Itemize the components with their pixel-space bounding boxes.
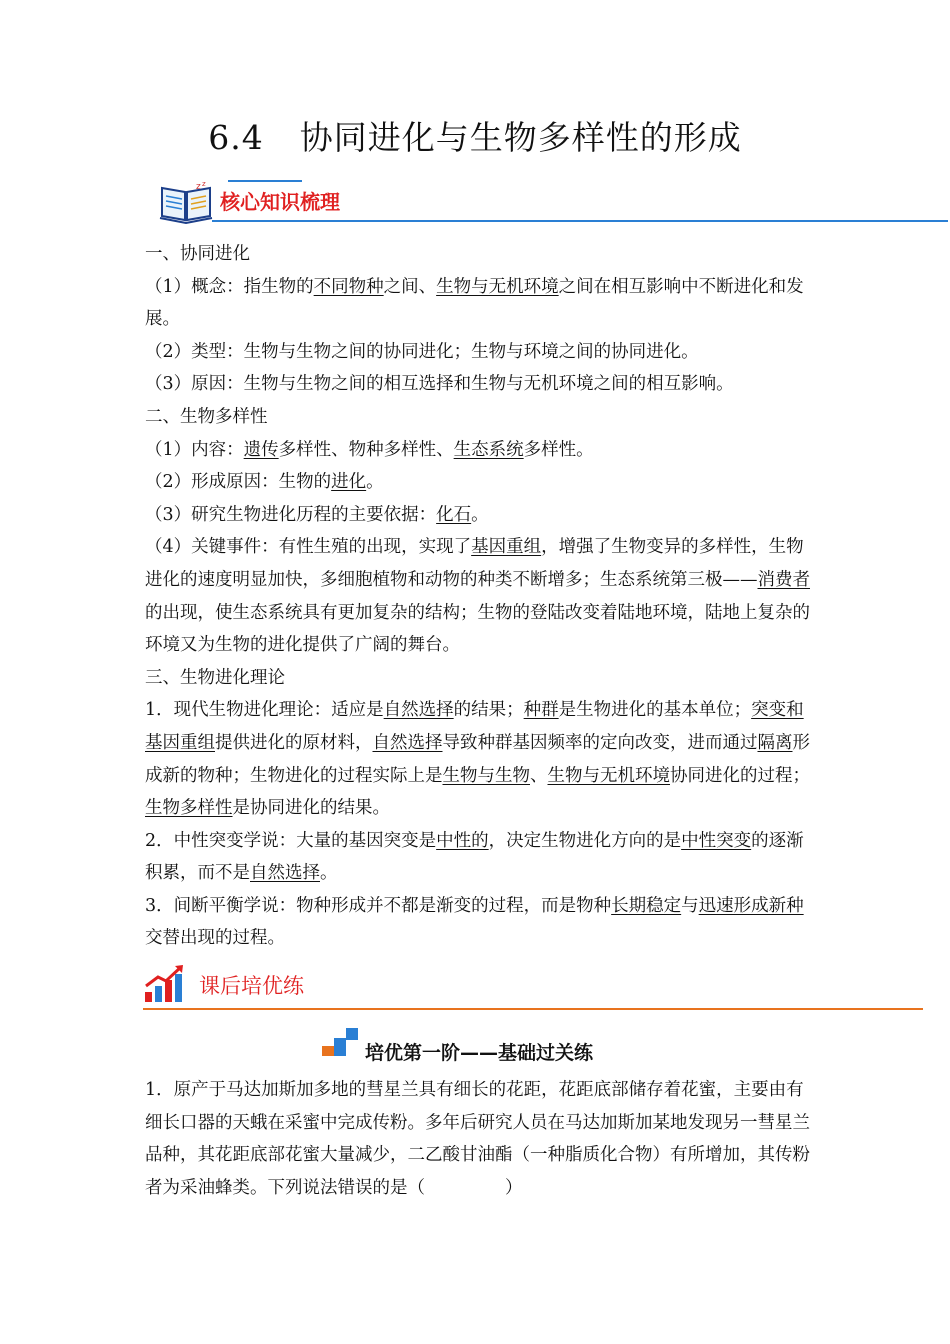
paragraph-neutral-theory: 2．中性突变学说：大量的基因突变是中性的，决定生物进化方向的是中性突变的逐渐积累，而不是自然选择。 — [145, 830, 804, 884]
heading-coevolution: 一、协同进化 — [145, 244, 250, 264]
section-number: 6.4 — [208, 118, 264, 157]
paragraph-key-events: （4）关键事件：有性生殖的出现，实现了基因重组，增强了生物变异的多样性，生物进化的速度明显加快，多细胞植物和动物的种类不断增多；生态系统第三极——消费者的出现，使生态系统具有更加复杂的结构；生物的登陆改变着陆地环境，陆地上复杂的环境又为生物的进化提供了广阔的舞台。 — [145, 537, 810, 656]
question-text: 1．原产于马达加斯加多地的彗星兰具有细长的花距，花距底部储存着花蜜，主要由有细长口器的天蛾在采蜜中完成传粉。多年后研究人员在马达加斯加某地发现另一彗星兰品种，其花距底部花蜜大量减少，二乙酸甘油酯（一种脂质化合物）有所增加，其传粉者为采油蜂类。下列说法错误的是（ ） — [145, 1080, 810, 1198]
knowledge-content — [145, 238, 815, 955]
heading-biodiversity: 二、生物多样性 — [145, 406, 268, 427]
growth-chart-icon — [143, 962, 187, 1004]
section-rule-orange — [143, 1008, 923, 1010]
paragraph-formation: （2）形成原因：生物的进化。 — [145, 472, 384, 493]
title-text: 协同进化与生物多样性的形成 — [299, 118, 742, 157]
paragraph-concept: （1）概念：指生物的不同物种之间、生物与无机环境之间在相互影响中不断进化和发展。 — [145, 276, 804, 330]
paragraph-modern-theory: 1．现代生物进化理论：适应是自然选择的结果；种群是生物进化的基本单位；突变和基因重组提供进化的原材料，自然选择导致种群基因频率的定向改变，进而通过隔离形成新的物种；生物进化的过程实际上是生物与生物、生物与无机环境协同进化的过程；生物多样性是协同进化的结果。 — [145, 700, 810, 819]
page-title — [0, 112, 950, 159]
paragraph-causes: （3）原因：生物与生物之间的相互选择和生物与无机环境之间的相互影响。 — [145, 374, 734, 395]
heading-evolution-theory: 三、生物进化理论 — [145, 667, 285, 688]
question-1 — [145, 1074, 815, 1204]
header-accent-bar — [228, 180, 302, 182]
section-header-practice — [143, 962, 923, 1012]
paragraph-punctuated-equilibrium: 3．间断平衡学说：物种形成并不都是渐变的过程，而是物种长期稳定与迅速形成新种交替出现的过程。 — [145, 895, 804, 949]
paragraph-evidence: （3）研究生物进化历程的主要依据：化石。 — [145, 504, 489, 525]
subsection-title: 培优第一阶——基础过关练 — [365, 1042, 594, 1064]
svg-text:z: z — [196, 182, 201, 192]
book-icon — [158, 180, 214, 224]
stairs-icon — [320, 1026, 362, 1058]
section-rule-blue — [212, 220, 948, 222]
section-label-practice: 课后培优练 — [199, 974, 304, 998]
section-header-knowledge — [158, 176, 948, 226]
paragraph-types: （2）类型：生物与生物之间的协同进化；生物与环境之间的协同进化。 — [145, 341, 699, 362]
svg-text:z: z — [202, 180, 206, 188]
section-label-knowledge: 核心知识梳理 — [220, 190, 340, 214]
paragraph-contents: （1）内容：遗传多样性、物种多样性、生态系统多样性。 — [145, 439, 594, 460]
